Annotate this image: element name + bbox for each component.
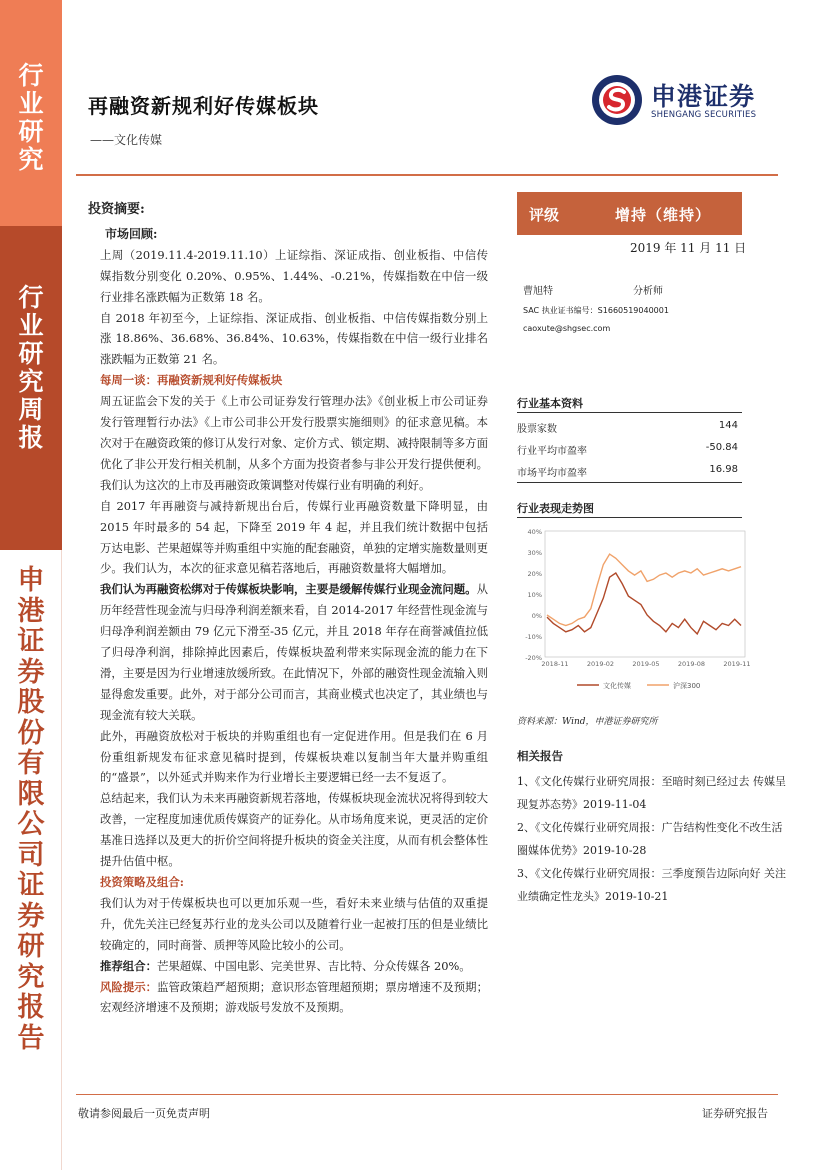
side-label-top: 行 业 研 究 bbox=[18, 61, 44, 174]
weekly-topic-paragraph-5: 总结起来，我们认为未来再融资新规若落地，传媒板块现金流状况将得到较大改善，一定程度加速优质传媒资产的证券化。从市场角度来说，更灵活的定价基准日选择以及更大的折价空间将提升板块的资金关注度，从而有机会整体性提升估值中枢。 bbox=[100, 791, 488, 869]
analyst-email[interactable]: caoxute@shgsec.com bbox=[523, 324, 611, 333]
footer-divider bbox=[76, 1094, 778, 1095]
chart-series-line bbox=[547, 554, 741, 625]
industry-info-label: 行业平均市盈率 bbox=[517, 446, 587, 457]
strategy-paragraph: 我们认为对于传媒板块也可以更加乐观一些，看好未来业绩与估值的双重提升，优先关注已经复苏行业的龙头公司以及随着行业一起被打压的但是业绩比较确定的，同时商誉、质押等风险比较小的公司。 bbox=[100, 895, 488, 952]
related-report-item[interactable]: 2、《文化传媒行业研究周报：广告结构性变化不改生活圈媒体优势》2019-10-28 bbox=[517, 821, 783, 857]
chart-y-tick-label: -20% bbox=[525, 654, 542, 662]
portfolio-text: 芒果超媒、中国电影、完美世界、吉比特、分众传媒各 20%。 bbox=[156, 958, 471, 973]
chart-legend-label: 文化传媒 bbox=[603, 682, 631, 690]
rating-value: 增持（维持） bbox=[615, 206, 712, 224]
industry-info-label: 市场平均市盈率 bbox=[517, 468, 587, 479]
weekly-topic-paragraph-4: 此外，再融资放松对于板块的并购重组也有一定促进作用。但是我们在 6 月份重组新规发布征求意见稿时提到，传媒板块难以复制当年大量并购重组的“盛景”，以外延式并购来作为行业增长主要逻辑已经一去不复返了。 bbox=[100, 728, 488, 785]
industry-info-value: 144 bbox=[718, 420, 738, 431]
logo-chinese-name: 申港证券 bbox=[651, 82, 756, 111]
risk-text: 监管政策趋严超预期；意识形态管理超预期；票房增速不及预期；宏观经济增速不及预期；游戏版号发放不及预期。 bbox=[100, 979, 488, 1015]
chart-x-tick-label: 2018-11 bbox=[541, 660, 569, 668]
related-report-item[interactable]: 3、《文化传媒行业研究周报：三季度预告边际向好 关注业绩确定性龙头》2019-10-21 bbox=[517, 867, 786, 903]
chart-x-tick-label: 2019-05 bbox=[632, 660, 660, 668]
weekly-topic-paragraph-3 bbox=[100, 579, 488, 725]
related-reports-title: 相关报告 bbox=[517, 749, 563, 763]
weekly-topic-paragraph-1: 周五证监会下发的关于《上市公司证券发行管理办法》《创业板上市公司证券发行管理暂行办法》《上市公司非公开发行股票实施细则》的征求意见稿。本次对于在融资政策的修订从发行对象、定价方式、锁定期、减持限制等多方面优化了非公开发行相关机制，从多个方面为投资者参与非公开发行提供便利。我们认为这次的上市及再融资政策调整对传媒行业有明确的利好。 bbox=[100, 394, 488, 492]
chart-series-line bbox=[547, 573, 741, 634]
footer-disclaimer: 敬请参阅最后一页免责声明 bbox=[78, 1107, 210, 1120]
chart-x-tick-label: 2019-11 bbox=[723, 660, 751, 668]
analyst-sac-number: SAC 执业证书编号：S1660519040001 bbox=[523, 306, 669, 315]
rating-box bbox=[517, 192, 742, 235]
chart-top-rule bbox=[517, 517, 742, 518]
chart-source: 资料来源：Wind，申港证券研究所 bbox=[517, 717, 658, 727]
footer-report-type: 证券研究报告 bbox=[702, 1107, 768, 1120]
portfolio-label: 推荐组合： bbox=[100, 958, 157, 973]
report-title: 再融资新规利好传媒板块 bbox=[88, 94, 319, 118]
industry-info-title: 行业基本资料 bbox=[517, 397, 583, 410]
industry-info-value: -50.84 bbox=[705, 442, 738, 453]
market-review-paragraph-2: 自 2018 年初至今，上证综指、深证成指、创业板指、中信传媒指数分别上涨 18.86%、36.68%、36.84%、10.63%，传媒指数在中信一级行业排名涨跌幅为正数第 21 名。 bbox=[100, 310, 488, 367]
side-label-bottom: 申 港 证 券 股 份 有 限 公 司 证 券 研 究 报 告 bbox=[17, 565, 45, 1054]
risk-label: 风险提示： bbox=[100, 979, 158, 994]
risk-line bbox=[100, 977, 488, 1019]
market-review-heading: 市场回顾: bbox=[105, 226, 158, 241]
industry-info-value: 16.98 bbox=[709, 464, 738, 475]
report-date: 2019 年 11 月 11 日 bbox=[630, 241, 747, 255]
analyst-name: 曹旭特 bbox=[523, 286, 553, 297]
investment-summary bbox=[88, 200, 489, 1018]
industry-performance-chart bbox=[517, 525, 762, 700]
weekly-topic-paragraph-2: 自 2017 年再融资与减持新规出台后，传媒行业再融资数量下降明显，由 2015 年时最多的 54 起，下降至 2019 年 4 起，并且我们统计数据中包括万达电影、芒果超媒等并购重组中实施的配套融资，单独的定增实施数量则更少。我们认为，本次的征求意见稿若落地后，再融资数量将大幅增加。 bbox=[100, 498, 488, 576]
industry-info-label: 股票家数 bbox=[517, 424, 557, 435]
weekly-topic-key-point: 我们认为再融资松绑对于传媒板块影响，主要是缓解传媒行业现金流问题。 bbox=[100, 582, 477, 597]
market-review-paragraph-1: 上周（2019.11.4-2019.11.10）上证综指、深证成指、创业板指、中信传媒指数分别变化 0.20%、0.95%、1.44%、-0.21%，传媒指数在中信一级行业排名涨跌幅为正数第 18 名。 bbox=[100, 247, 488, 304]
side-label-middle: 行 业 研 究 周 报 bbox=[18, 283, 44, 452]
chart-y-tick-label: 10% bbox=[527, 591, 542, 599]
chart-y-tick-label: 0% bbox=[531, 612, 542, 620]
chart-x-tick-label: 2019-02 bbox=[586, 660, 615, 668]
chart-y-tick-label: 30% bbox=[527, 549, 542, 557]
weekly-topic-paragraph-3-text: 从历年经营性现金流与归母净利润差额来看，自 2014-2017 年经营性现金流与归母净利润差额由 79 亿元下滑至-35 亿元，并且 2018 年存在商誉减值拉低了归母净利润，排除掉此因素后，传媒板块盈利带来实际现金流的能力在下滑，主要是因为行业增速放缓所致。在此情况下，外部的融资性现金流输入则显得愈发重要。此外，对于部分公司而言，其商业模式也决定了，其业绩也与现金流有较大关联。 bbox=[100, 582, 489, 722]
analyst-role: 分析师 bbox=[633, 286, 663, 297]
chart-x-tick-label: 2019-08 bbox=[677, 660, 706, 668]
industry-info-row bbox=[517, 464, 742, 479]
header-divider bbox=[76, 174, 778, 176]
industry-info-row bbox=[517, 442, 742, 457]
related-reports bbox=[517, 745, 787, 908]
chart-legend-label: 沪深300 bbox=[673, 682, 701, 690]
portfolio-line bbox=[100, 956, 488, 977]
related-report-item[interactable]: 1、《文化传媒行业研究周报：至暗时刻已经过去 传媒呈现复苏态势》2019-11-04 bbox=[517, 775, 786, 811]
chart-y-tick-label: 40% bbox=[527, 528, 542, 536]
summary-heading: 投资摘要: bbox=[88, 202, 145, 217]
logo-emblem-icon bbox=[591, 74, 643, 126]
chart-title: 行业表现走势图 bbox=[517, 502, 594, 515]
industry-info-bottom-rule bbox=[517, 482, 742, 483]
chart-y-tick-label: -10% bbox=[525, 633, 542, 641]
chart-y-tick-label: 20% bbox=[527, 570, 542, 578]
logo-english-name: SHENGANG SECURITIES bbox=[651, 110, 757, 120]
weekly-topic-heading: 每周一谈：再融资新规利好传媒板块 bbox=[100, 373, 283, 388]
report-subtitle: ——文化传媒 bbox=[90, 133, 163, 147]
chart-plot-frame bbox=[545, 531, 745, 657]
strategy-heading: 投资策略及组合: bbox=[100, 875, 184, 889]
rating-label: 评级 bbox=[529, 206, 560, 224]
industry-info-top-rule bbox=[517, 412, 742, 413]
industry-info-row bbox=[517, 420, 742, 435]
company-logo bbox=[591, 74, 801, 134]
side-band bbox=[0, 0, 62, 1170]
